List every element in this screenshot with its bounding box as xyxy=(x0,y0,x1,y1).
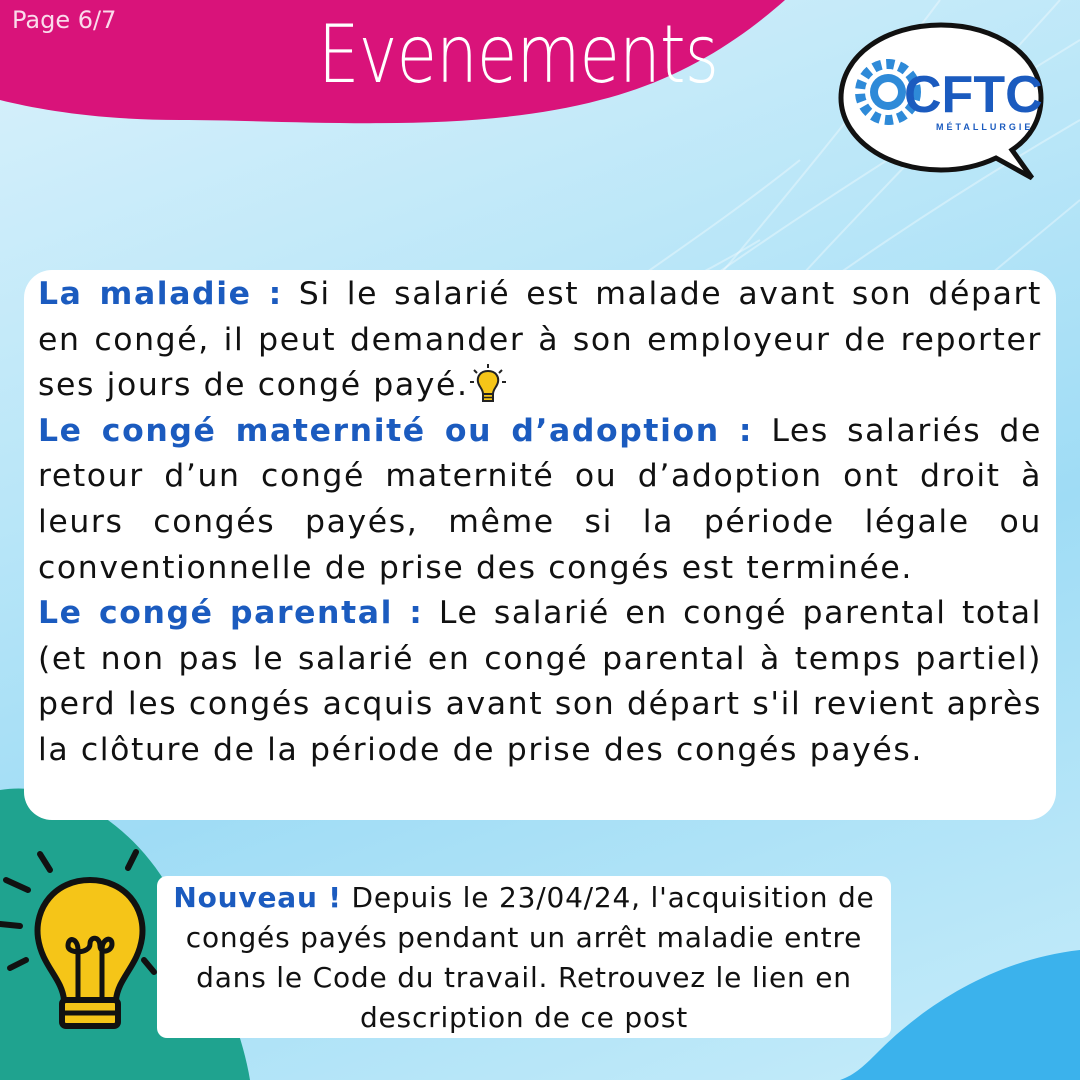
section-text: Si le salarié est malade avant son départ en congé, il peut demander à son employeur de reporter ses jours de congé payé. xyxy=(38,276,1042,404)
section-text: Le salarié en congé parental total (et non pas le salarié en congé parental à temps partiel) perd les congés acquis avant son départ s'il revient après la clôture de la période de prise des congés payés. xyxy=(38,595,1042,768)
info-card xyxy=(24,270,1056,820)
section-parental xyxy=(38,591,1042,773)
lightbulb-icon xyxy=(0,840,170,1040)
page-title: Evenements xyxy=(318,8,719,101)
news-card xyxy=(157,876,891,1038)
section-text: Les salariés de retour d’un congé maternité ou d’adoption ont droit à leurs congés payés, même si la période légale ou conventionnelle de prise des congés est terminée. xyxy=(38,412,1042,586)
section-maternite xyxy=(38,409,1042,591)
news-text: Depuis le 23/04/24, l'acquisition de congés payés pendant un arrêt maladie entre dans le Code du travail. Retrouvez le lien en description de ce post xyxy=(185,881,875,1034)
cftc-logo xyxy=(836,20,1046,185)
lightbulb-icon xyxy=(469,363,507,407)
section-label: Le congé maternité ou d’adoption : xyxy=(38,412,754,449)
section-maladie xyxy=(38,272,1042,409)
section-label: La maladie : xyxy=(38,276,283,312)
section-label: Le congé parental : xyxy=(38,595,424,632)
page-indicator: Page 6/7 xyxy=(12,6,117,34)
logo-subtitle: MÉTALLURGIE xyxy=(936,122,1034,132)
news-label: Nouveau ! xyxy=(173,881,342,914)
logo-wordmark: CFTC xyxy=(904,66,1043,124)
